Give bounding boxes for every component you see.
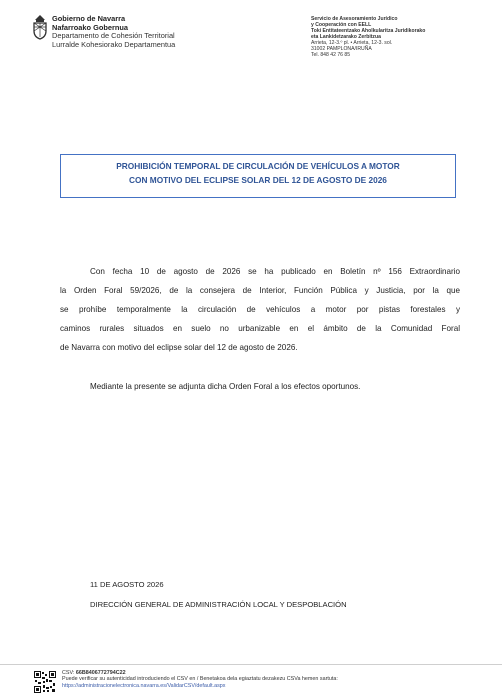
address-line: 31002 PAMPLONA/IRUÑA [311, 46, 372, 52]
service-line: eta Lankidetzarako Zerbitzua [311, 34, 381, 40]
department-name-eu: Lurralde Kohesiorako Departamentua [52, 39, 176, 49]
service-line: Toki Entitateentzako Aholkularitza Juridikorako [311, 28, 426, 34]
title-line-1: PROHIBICIÓN TEMPORAL DE CIRCULACIÓN DE VEHÍCULOS A MOTOR [116, 161, 400, 171]
service-address-block [311, 16, 425, 58]
body-paragraph-2: Mediante la presente se adjunta dicha Orden Foral a los efectos oportunos. [90, 382, 361, 391]
department-name-es: Departamento de Cohesión Territorial [52, 31, 175, 41]
paragraph-line: de Navarra con motivo del eclipse solar del 12 de agosto de 2026. [60, 343, 298, 352]
service-line: y Cooperación con EELL [311, 22, 372, 28]
paragraph-line: caminos rurales situados en suelo no urbanizable en el ámbito de la Comunidad Foral [60, 324, 460, 333]
org-name-eu: Nafarroako Gobernua [52, 22, 128, 32]
body-paragraph-1 [60, 262, 460, 357]
signing-department: DIRECCIÓN GENERAL DE ADMINISTRACIÓN LOCAL Y DESPOBLACIÓN [90, 600, 347, 609]
csv-verification [62, 670, 338, 689]
signature-date: 11 DE AGOSTO 2026 [90, 580, 164, 589]
paragraph-line: la Orden Foral 59/2026, de la consejera de Interior, Función Pública y Justicia, por la que [60, 286, 460, 295]
verify-link[interactable]: https://administracionelectronica.navarra.es/ValidarCSV/default.aspx [62, 682, 226, 689]
csv-label: CSV: [62, 670, 76, 676]
verify-text: Puede verificar su autenticidad introduciendo el CSV en / Benetakoa dela egiaztatu dezakezu CSVa hemen sartuta: [62, 676, 338, 683]
qr-code-icon [34, 671, 56, 693]
footer-divider [0, 664, 502, 665]
document-title [60, 154, 456, 198]
issuing-organization [52, 15, 175, 49]
csv-code: 66B8406772794C22 [75, 670, 126, 676]
coat-of-arms-icon [32, 14, 48, 40]
title-line-2: CON MOTIVO DEL ECLIPSE SOLAR DEL 12 DE AGOSTO DE 2026 [129, 175, 387, 185]
phone-line: Tel. 848 42 76 85 [311, 52, 351, 58]
org-name-es: Gobierno de Navarra [52, 14, 126, 23]
paragraph-line: se prohíbe temporalmente la circulación de vehículos a motor por pistas forestales y [60, 305, 460, 314]
address-line: Arrieta, 12-3.º pl. • Arrieta, 12-3. sol. [311, 40, 393, 46]
paragraph-line: Con fecha 10 de agosto de 2026 se ha publicado en Boletín nº 156 Extraordinario [90, 267, 460, 276]
service-line: Servicio de Asesoramiento Jurídico [311, 16, 398, 22]
